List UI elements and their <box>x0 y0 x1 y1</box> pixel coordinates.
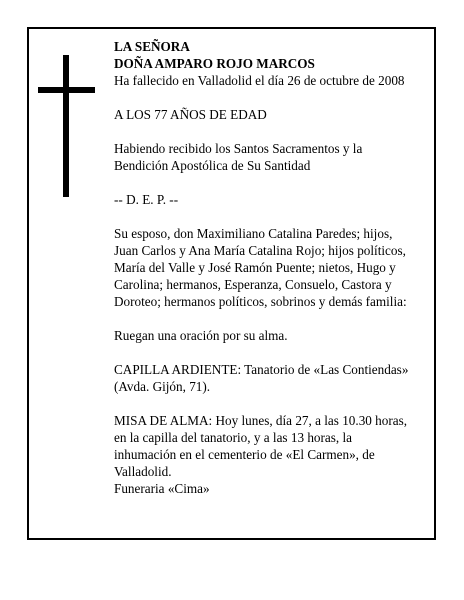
spacer <box>114 344 426 361</box>
spacer <box>114 123 426 140</box>
spacer <box>114 310 426 327</box>
family-line-2: Juan Carlos y Ana María Catalina Rojo; hijos políticos, <box>114 243 406 258</box>
spacer <box>114 174 426 191</box>
family-line-4: Carolina; hermanos, Esperanza, Consuelo, Castora y <box>114 277 392 292</box>
cross-icon <box>63 55 69 197</box>
title-line-1: LA SEÑORA <box>114 39 190 54</box>
mass-line-3: inhumación en el cementerio de «El Carmen», de <box>114 447 375 462</box>
mass-line-2: en la capilla del tanatorio, y a las 13 horas, la <box>114 430 353 445</box>
dep-line: -- D. E. P. -- <box>114 192 179 207</box>
spacer <box>114 208 426 225</box>
prayer-line: Ruegan una oración por su alma. <box>114 328 288 343</box>
family-line-3: María del Valle y José Ramón Puente; nietos, Hugo y <box>114 260 396 275</box>
family-line-5: Doroteo; hermanos políticos, sobrinos y demás familia: <box>114 294 407 309</box>
chapel-line-1: CAPILLA ARDIENTE: Tanatorio de «Las Contiendas» <box>114 362 409 377</box>
deceased-name: DOÑA AMPARO ROJO MARCOS <box>114 56 315 71</box>
family-line-1: Su esposo, don Maximiliano Catalina Paredes; hijos, <box>114 226 393 241</box>
funeral-home: Funeraria «Cima» <box>114 481 210 496</box>
spacer <box>114 89 426 106</box>
age-line: A LOS 77 AÑOS DE EDAD <box>114 107 267 122</box>
sacraments-line-1: Habiendo recibido los Santos Sacramentos y la <box>114 141 363 156</box>
chapel-line-2: (Avda. Gijón, 71). <box>114 379 211 394</box>
cross-icon-arm <box>38 87 95 93</box>
mass-line-1: MISA DE ALMA: Hoy lunes, día 27, a las 10.30 horas, <box>114 413 408 428</box>
mass-line-4: Valladolid. <box>114 464 172 479</box>
sacraments-line-2: Bendición Apostólica de Su Santidad <box>114 158 311 173</box>
obituary-text <box>114 38 426 497</box>
spacer <box>114 395 426 412</box>
death-notice: Ha fallecido en Valladolid el día 26 de octubre de 2008 <box>114 73 405 88</box>
